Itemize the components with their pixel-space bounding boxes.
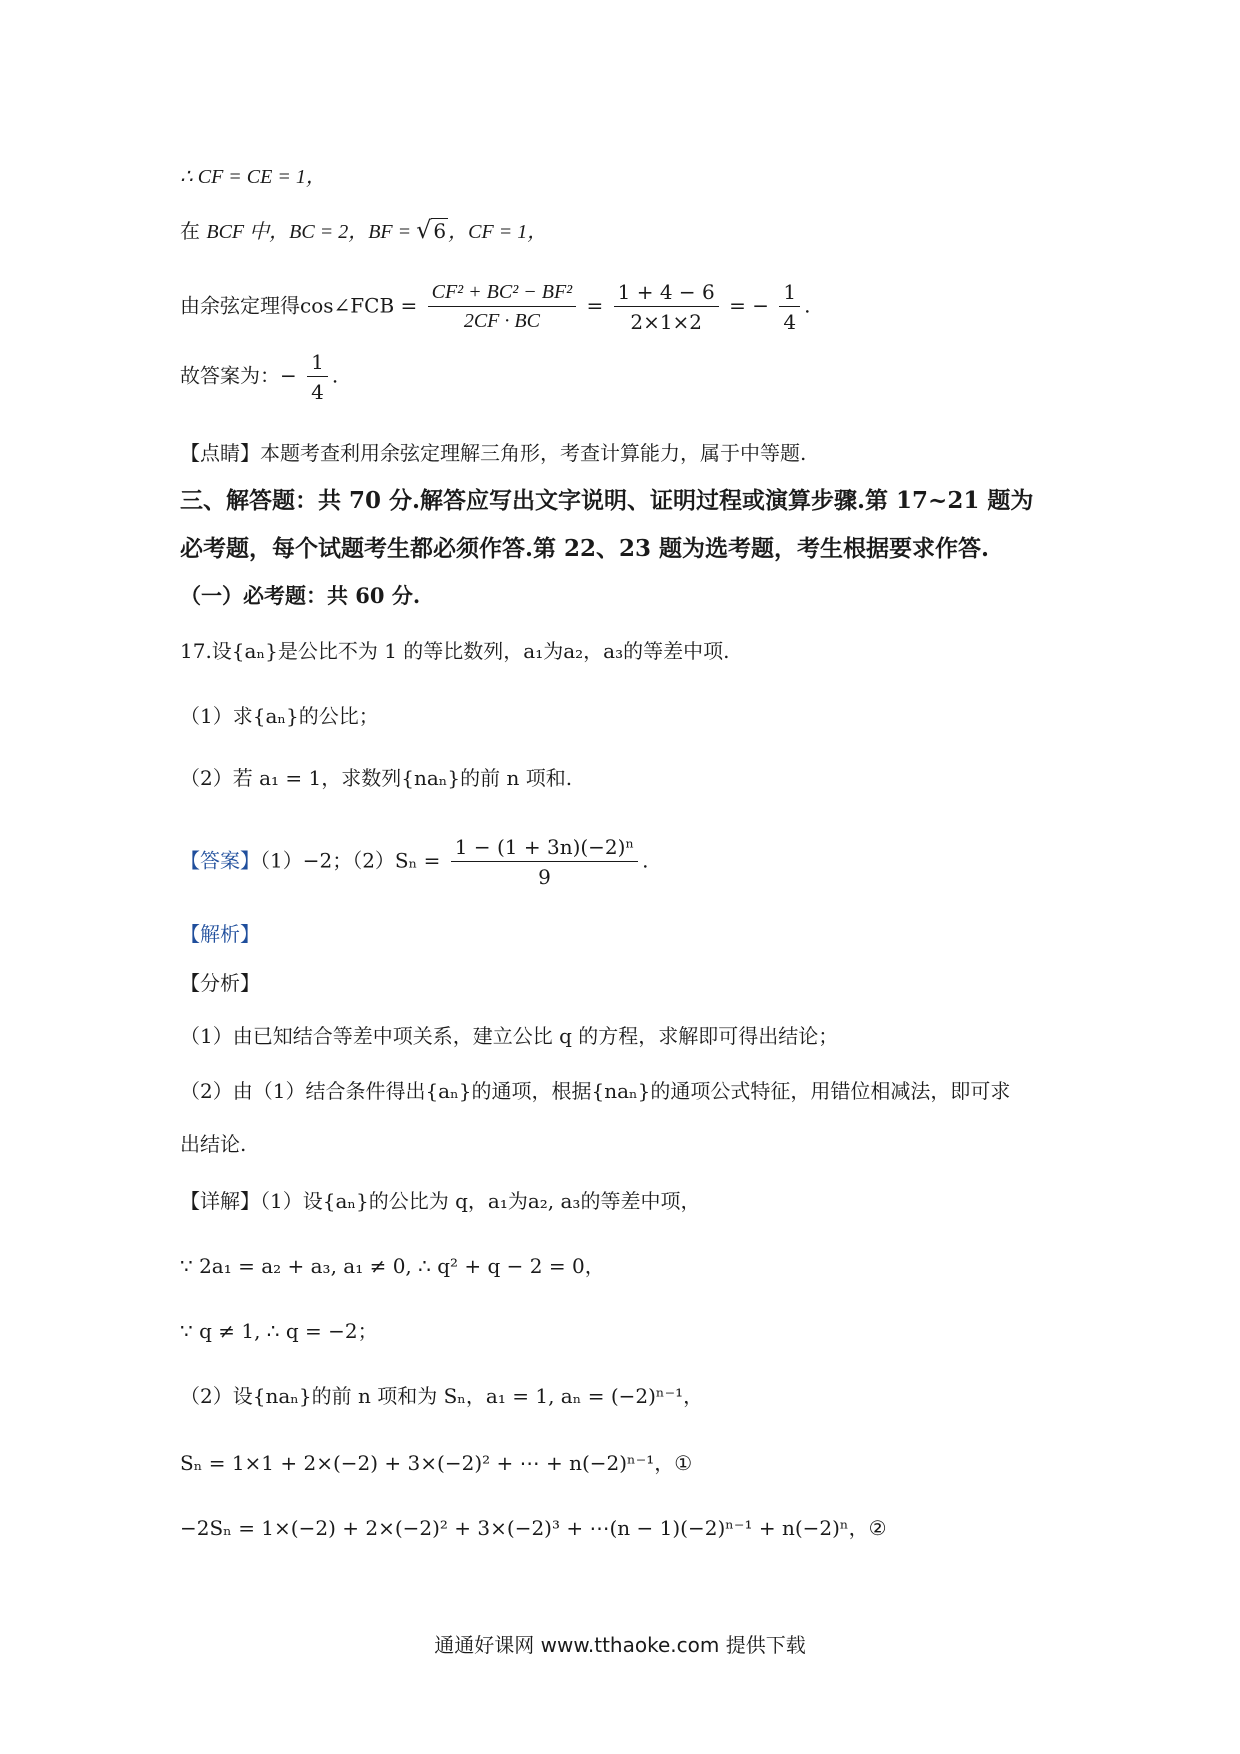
equals-sign: = [586, 293, 604, 318]
fraction-numerator: 1 − (1 + 3n)(−2)ⁿ [451, 835, 638, 862]
question-17: 17.设{aₙ}是公比不为 1 的等比数列，a₁为a₂，a₃的等差中项. [180, 639, 730, 663]
fraction-sn [451, 835, 638, 889]
line-dianjing: 【点睛】本题考查利用余弦定理解三角形，考查计算能力，属于中等题. [180, 441, 807, 465]
period: . [804, 293, 811, 318]
xiangjie-line-6: −2Sₙ = 1×(−2) + 2×(−2)² + 3×(−2)³ + ⋯(n − 1)(−2)ⁿ⁻¹ + n(−2)ⁿ，② [180, 1516, 887, 1540]
fraction-denominator: 4 [783, 310, 797, 334]
xiangjie-line-1: 【详解】（1）设{aₙ}的公比为 q，a₁为a₂, a₃的等差中项， [180, 1189, 701, 1213]
text-bc-bf: 中，BC = 2，BF = [244, 221, 417, 243]
answer-text: （1）−2；（2）Sₙ = [260, 848, 447, 873]
xiangjie-line-4: （2）设{naₙ}的前 n 项和为 Sₙ，a₁ = 1, aₙ = (−2)ⁿ⁻¹， [180, 1384, 704, 1408]
fraction-cosine-values [614, 280, 719, 334]
period: . [642, 848, 649, 873]
answer-label: 【答案】 [180, 848, 260, 873]
fraction-numerator: CF² + BC² − BF² [428, 281, 577, 307]
fraction-denominator: 9 [538, 865, 551, 889]
xiangjie-line-5: Sₙ = 1×1 + 2×(−2) + 3×(−2)² + ⋯ + n(−2)ⁿ⁻¹，① [180, 1451, 693, 1475]
fenxi-line-3: 出结论. [180, 1132, 247, 1156]
fraction-cosine-formula [428, 281, 577, 333]
fraction-numerator: 1 [307, 350, 328, 377]
fraction-cosine-result [779, 280, 800, 334]
fenxi-line-1: （1）由已知结合等差中项关系，建立公比 q 的方程，求解即可得出结论； [180, 1024, 839, 1048]
period: . [331, 363, 339, 388]
line-triangle-bcf [180, 215, 547, 244]
section-heading-1: 三、解答题：共 70 分.解答应写出文字说明、证明过程或演算步骤.第 17~21 题为 [180, 487, 1034, 514]
text-cf-ce: ∴ CF = CE = 1， [180, 166, 326, 188]
fenxi-label: 【分析】 [180, 971, 260, 995]
section-heading-3: （一）必考题：共 60 分. [180, 583, 421, 608]
line-cosine-law [180, 280, 810, 334]
fraction-denominator: 2CF · BC [463, 310, 540, 332]
sqrt-value: 6 [433, 219, 447, 243]
line-answer-is [180, 350, 338, 404]
jiexi-label: 【解析】 [180, 922, 260, 946]
line-answer [180, 835, 648, 889]
text-cosine-intro: 由余弦定理得cos∠FCB = [180, 293, 424, 318]
text-zai: 在 [180, 219, 207, 243]
fenxi-line-2: （2）由（1）结合条件得出{aₙ}的通项，根据{naₙ}的通项公式特征，用错位相减法，即可求 [180, 1079, 1011, 1103]
fraction-numerator: 1 [779, 280, 800, 307]
line-cf-ce [180, 160, 326, 189]
equals-minus-sign: = − [729, 293, 769, 318]
question-17-part-1: （1）求{aₙ}的公比； [180, 704, 379, 728]
question-17-part-2: （2）若 a₁ = 1，求数列{naₙ}的前 n 项和. [180, 766, 573, 790]
xiangjie-line-2: ∵ 2a₁ = a₂ + a₃, a₁ ≠ 0, ∴ q² + q − 2 = 0， [180, 1254, 605, 1278]
xiangjie-line-3: ∵ q ≠ 1, ∴ q = −2； [180, 1319, 378, 1343]
footer-text: 通通好课网 www.tthaoke.com 提供下载 [434, 1633, 806, 1657]
text-bcf: BCF [206, 221, 245, 243]
text-cf-1: ，CF = 1， [448, 221, 548, 243]
fraction-numerator: 1 + 4 − 6 [614, 280, 719, 307]
section-heading-2: 必考题，每个试题考生都必须作答.第 22、23 题为选考题，考生根据要求作答. [180, 535, 990, 562]
fraction-denominator: 4 [311, 380, 324, 404]
fraction-answer [307, 350, 328, 404]
sqrt-sign: √ [416, 216, 432, 244]
text-answer-is: 故答案为：− [180, 363, 297, 388]
fraction-denominator: 2×1×2 [630, 310, 703, 334]
